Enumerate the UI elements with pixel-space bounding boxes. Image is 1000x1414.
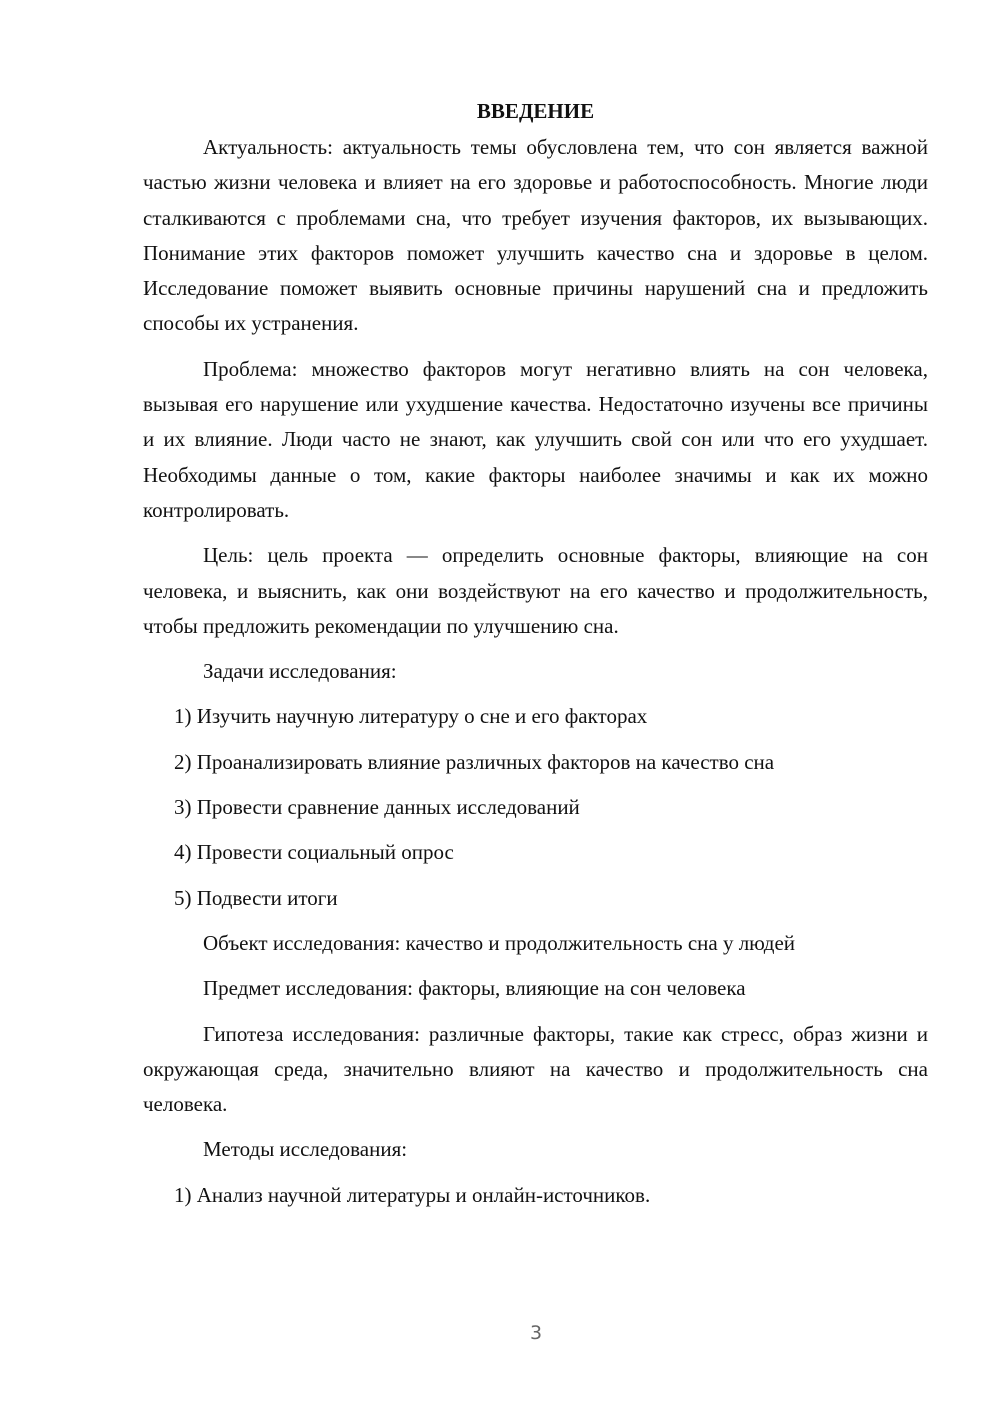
page-number: 3 (529, 1322, 543, 1344)
relevance-paragraph: Актуальность: актуальность темы обусловлена тем, что сон является важной частью жизни человека и влияет на его здоровье и работоспособность. Многие люди сталкиваются с проблемами сна, что требует изучения факторов, их вызывающих. Понимание этих факторов поможет улучшить качество сна и здоровье в целом. Исследование поможет выявить основные причины нарушений сна и предложить способы их устранения. (143, 135, 928, 336)
task-item: 3) Провести сравнение данных исследований (174, 795, 580, 820)
task-item: 5) Подвести итоги (174, 885, 338, 910)
subject-paragraph: Предмет исследования: факторы, влияющие на сон человека (203, 976, 746, 1001)
problem-paragraph: Проблема: множество факторов могут негативно влиять на сон человека, вызывая его нарушение или ухудшение качества. Недостаточно изучены все причины и их влияние. Люди часто не знают, как улучшить свой сон или что его ухудшает. Необходимы данные о том, какие факторы наиболее значимы и как их можно контролировать. (143, 356, 928, 522)
object-paragraph: Объект исследования: качество и продолжительность сна у людей (203, 930, 796, 955)
task-item: 1) Изучить научную литературу о сне и его факторах (174, 704, 648, 729)
tasks-heading: Задачи исследования: (203, 659, 397, 684)
document-page (143, 92, 928, 1213)
section-title: ВВЕДЕНИЕ (476, 99, 595, 123)
goal-paragraph: Цель: цель проекта — определить основные факторы, влияющие на сон человека, и выяснить, как они воздействуют на его качество и продолжительность, чтобы предложить рекомендации по улучшению сна. (143, 543, 928, 638)
task-item: 4) Провести социальный опрос (174, 840, 454, 865)
task-item: 2) Проанализировать влияние различных факторов на качество сна (174, 749, 775, 774)
method-item: 1) Анализ научной литературы и онлайн-источников. (174, 1182, 651, 1207)
methods-heading: Методы исследования: (203, 1137, 408, 1162)
hypothesis-paragraph: Гипотеза исследования: различные факторы, такие как стресс, образ жизни и окружающая среда, значительно влияют на качество и продолжительность сна человека. (143, 1021, 928, 1117)
